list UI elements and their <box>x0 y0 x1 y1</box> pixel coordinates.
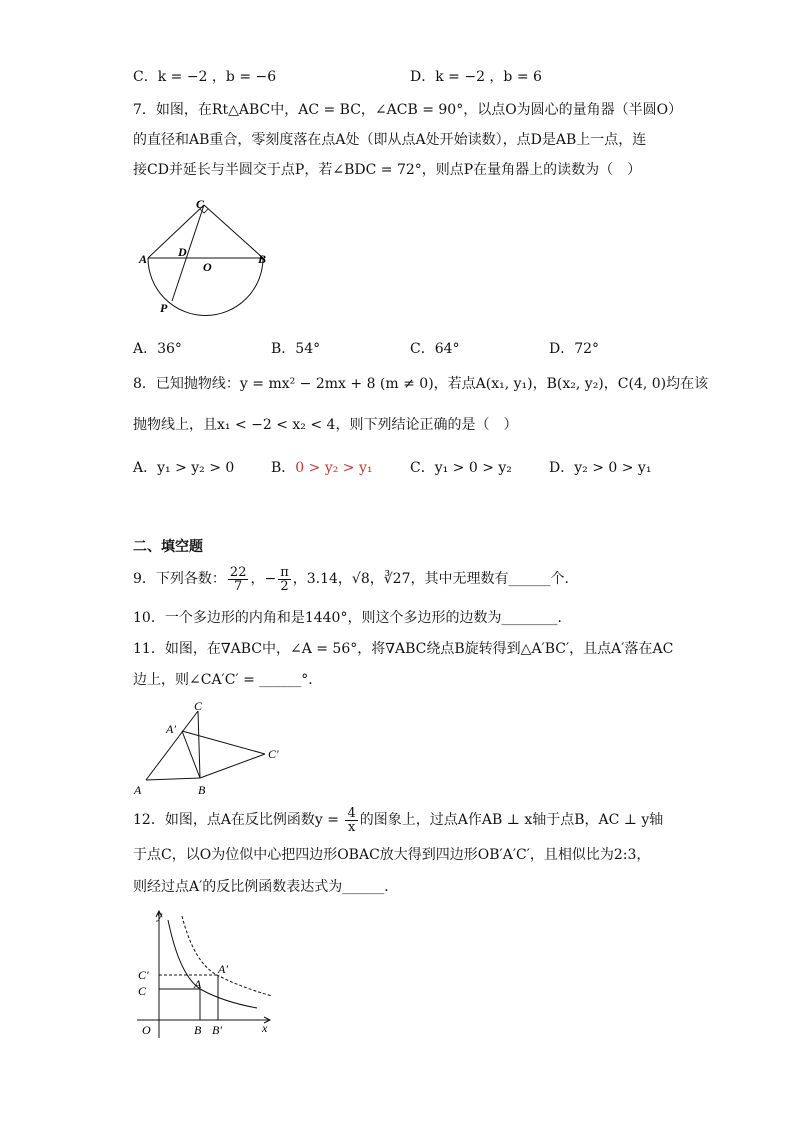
q9-frac2-num: π <box>280 564 289 580</box>
q9-fraction-pi-2 <box>278 566 291 593</box>
q7-line-2: 的直径和AB重合，零刻度落在点A处（即从点A处开始读数），点D是AB上一点，连 <box>133 132 647 148</box>
q8-option-b <box>271 457 373 477</box>
q6-option-c: C．k = −2 ，b = −6 <box>133 69 277 85</box>
q9-rest: ，3.14，√8，∛27，其中无理数有______个． <box>292 571 579 587</box>
q12-label-a: A <box>194 977 202 991</box>
q8-option-a: A．y₁ > y₂ > 0 <box>133 460 235 476</box>
q7-label-p: P <box>160 301 168 315</box>
q12-prefix: 12．如图，点A在反比例函数y = <box>133 812 344 828</box>
q9-frac1-den: 7 <box>234 578 243 594</box>
section-title-fill-in: 二、填空题 <box>133 539 203 555</box>
q11-line-1: 11．如图，在∇ABC中，∠A = 56°，将∇ABC绕点B旋转得到△A′BC′，且点A′落在AC <box>133 641 674 657</box>
q8-option-b-expression: 0 > y₂ > y₁ <box>295 460 373 476</box>
q11-label-a: A <box>134 783 142 797</box>
q11-label-c: C <box>194 699 203 713</box>
q12-hyperbola-figure <box>132 908 282 1038</box>
q12-line-2: 于点C，以O为位似中心把四边形OBAC放大得到四边形OB′A′C′，且相似比为2:3， <box>133 847 651 863</box>
q12-label-c-prime: C′ <box>138 968 149 982</box>
q9-line <box>133 564 579 594</box>
q11-label-c-prime: C′ <box>268 747 279 761</box>
q8-option-d: D．y₂ > 0 > y₁ <box>549 460 652 476</box>
q8-option-c: C．y₁ > 0 > y₂ <box>410 460 512 476</box>
q11-line-2: 边上，则∠CA′C′ = ______°． <box>133 672 323 688</box>
q9-frac1-num: 22 <box>229 564 247 580</box>
q7-option-a: A．36° <box>133 341 182 357</box>
q7-label-c: C <box>196 197 205 211</box>
q7-option-b: B．54° <box>271 341 321 357</box>
q9-frac2-den: 2 <box>280 578 289 594</box>
q9-prefix: 9．下列各数： <box>133 571 226 587</box>
q12-label-x: x <box>262 1021 268 1035</box>
q12-frac-num: 4 <box>347 805 356 821</box>
q12-label-y: y <box>157 908 163 922</box>
q7-line-3: 接CD并延长与半圆交于点P，若∠BDC = 72°，则点P在量角器上的读数为（ ） <box>133 162 642 178</box>
q10-line: 10．一个多边形的内角和是1440°，则这个多边形的边数为________． <box>133 610 572 626</box>
q9-fraction-22-7 <box>228 566 249 593</box>
q12-label-b-prime: B′ <box>212 1023 222 1037</box>
q9-sep: ，− <box>250 571 277 587</box>
q7-line-1: 7．如图，在Rt△ABC中，AC = BC，∠ACB = 90°，以点O为圆心的量角器（半圆O） <box>133 102 683 118</box>
q7-option-c: C．64° <box>410 341 460 357</box>
q12-fraction-4-x <box>345 807 357 834</box>
q12-frac-den: x <box>347 819 356 835</box>
q6-option-d: D．k = −2 ，b = 6 <box>410 69 542 85</box>
q8-line-1: 8．已知抛物线：y = mx² − 2mx + 8 (m ≠ 0)，若点A(x₁, y₁)，B(x₂, y₂)，C(4, 0)均在该 <box>133 376 709 392</box>
q12-label-a-prime: A′ <box>218 962 228 976</box>
q12-line-3: 则经过点A′的反比例函数表达式为______． <box>133 879 399 895</box>
q7-protractor-figure <box>138 194 278 319</box>
q7-option-d: D．72° <box>549 341 600 357</box>
q8-line-2: 抛物线上，且x₁ < −2 < x₂ < 4，则下列结论正确的是（ ） <box>133 417 518 433</box>
q7-label-a: A <box>139 252 148 266</box>
q12-label-c: C <box>138 984 147 998</box>
q7-label-o: O <box>203 260 212 274</box>
q12-suffix: 的图象上，过点A作AB ⊥ x轴于点B，AC ⊥ y轴 <box>359 812 664 828</box>
q7-label-b: B <box>258 252 267 266</box>
q7-label-d: D <box>178 245 187 259</box>
q12-label-o: O <box>142 1023 151 1037</box>
q12-label-b: B <box>194 1023 202 1037</box>
q11-rotation-figure <box>132 698 292 798</box>
q11-label-b: B <box>198 783 206 797</box>
q11-label-a-prime: A′ <box>166 722 176 736</box>
q12-line-1 <box>133 805 663 835</box>
q8-option-b-prefix: B． <box>271 460 296 476</box>
